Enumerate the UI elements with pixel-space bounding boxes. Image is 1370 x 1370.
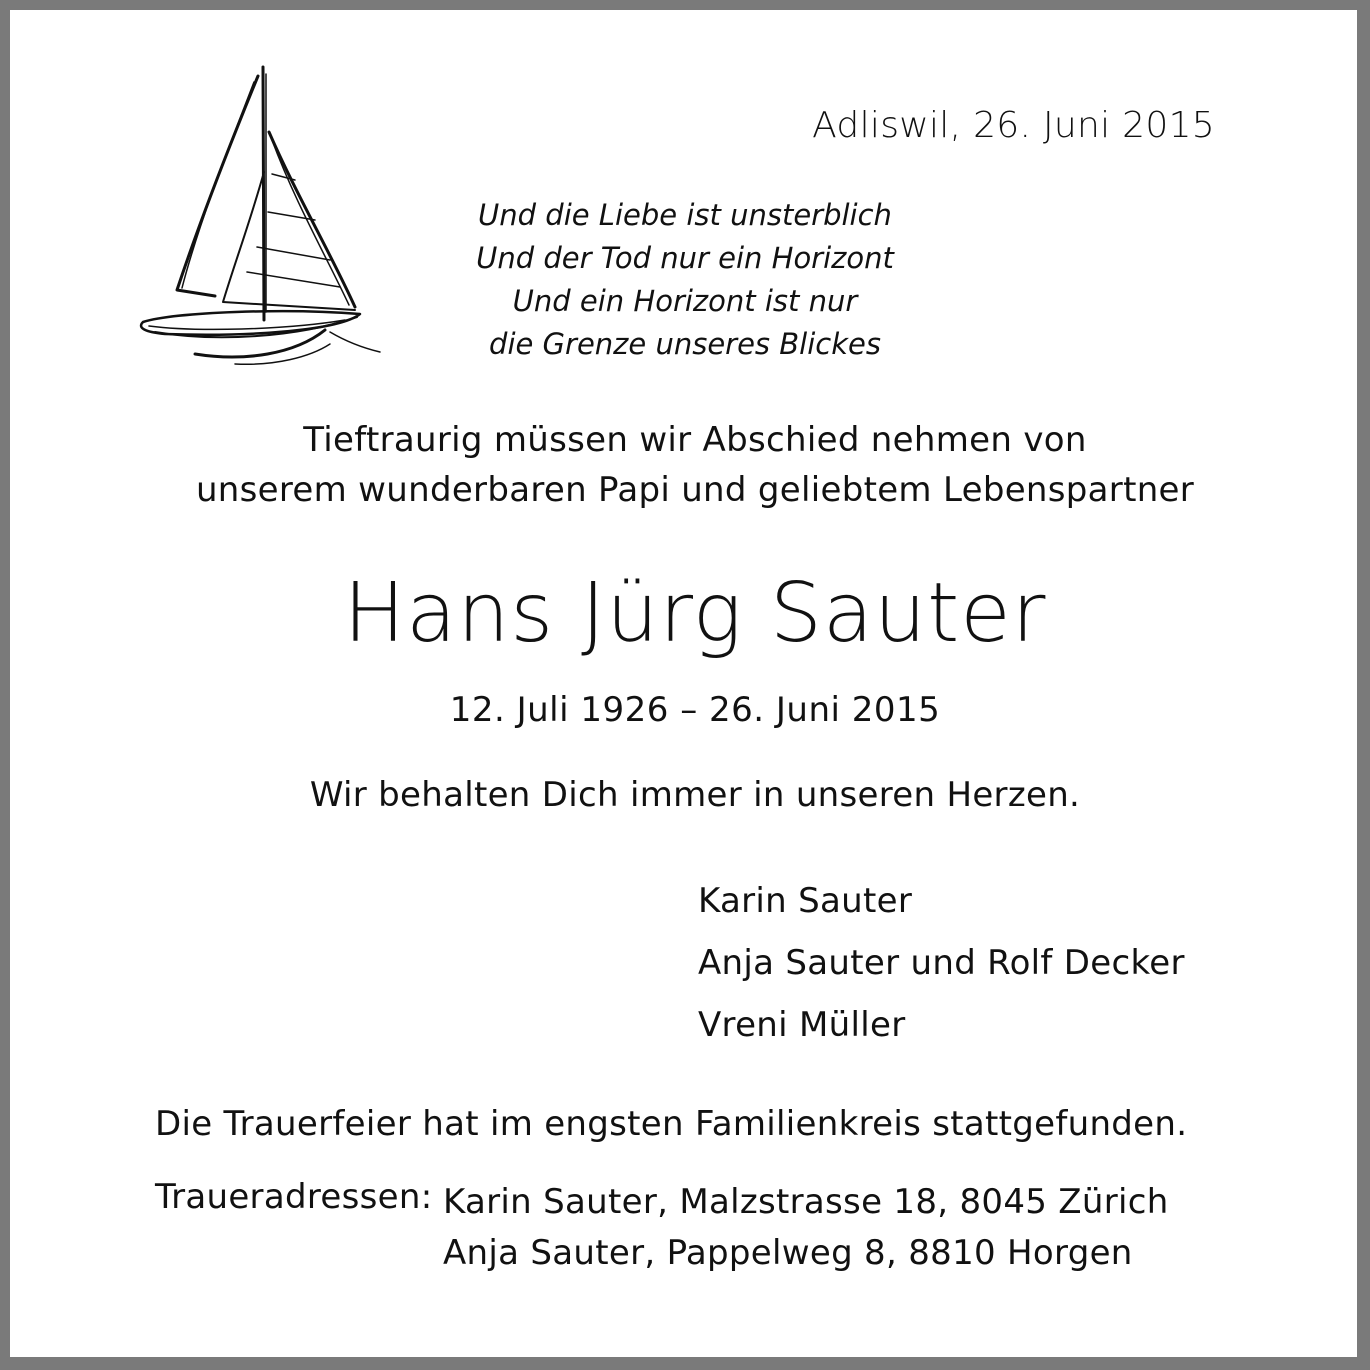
intro-line: unserem wunderbaren Papi und geliebtem Lebenspartner bbox=[195, 470, 1195, 510]
mourners-list bbox=[698, 870, 1185, 1056]
poem-line: Und der Tod nur ein Horizont bbox=[476, 241, 894, 275]
motto: Wir behalten Dich immer in unseren Herzen. bbox=[309, 775, 1081, 815]
mourner-name: Karin Sauter bbox=[698, 881, 913, 921]
intro-text bbox=[10, 415, 1370, 515]
deceased-name: Hans Jürg Sauter bbox=[343, 566, 1047, 661]
addresses-list bbox=[443, 1177, 1169, 1279]
intro-line: Tieftraurig müssen wir Abschied nehmen von bbox=[303, 420, 1087, 460]
addresses-label: Traueradressen: bbox=[155, 1177, 433, 1217]
life-dates: 12. Juli 1926 – 26. Juni 2015 bbox=[449, 690, 941, 730]
poem-line: Und ein Horizont ist nur bbox=[512, 284, 858, 318]
address-line: Anja Sauter, Pappelweg 8, 8810 Horgen bbox=[443, 1233, 1133, 1273]
mourner-name: Vreni Müller bbox=[698, 1005, 906, 1045]
poem-line: die Grenze unseres Blickes bbox=[489, 327, 881, 361]
ceremony-note: Die Trauerfeier hat im engsten Familienkreis stattgefunden. bbox=[155, 1104, 1188, 1144]
place-date: Adliswil, 26. Juni 2015 bbox=[812, 105, 1215, 146]
address-line: Karin Sauter, Malzstrasse 18, 8045 Zürich bbox=[443, 1182, 1169, 1222]
poem-line: Und die Liebe ist unsterblich bbox=[478, 198, 892, 232]
mourner-name: Anja Sauter und Rolf Decker bbox=[698, 943, 1185, 983]
obituary-notice bbox=[10, 10, 1357, 1357]
poem bbox=[420, 194, 950, 366]
